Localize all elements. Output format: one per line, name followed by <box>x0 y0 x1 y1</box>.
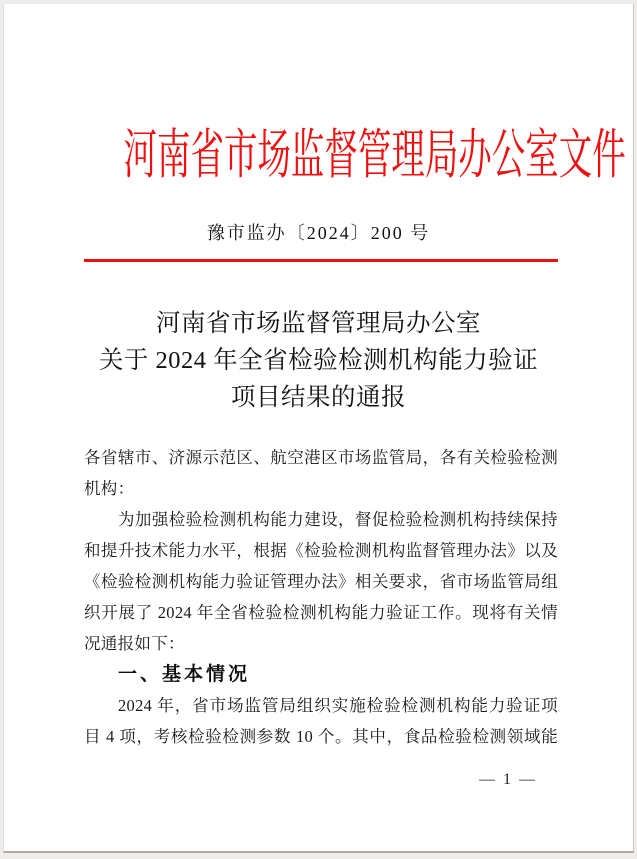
body-line: 目 4 项，考核检验检测参数 10 个。其中，食品检验检测领域能 <box>84 727 558 746</box>
body-line: 《检验检测机构能力验证管理办法》相关要求，省市场监管局组 <box>84 572 558 591</box>
body-line: 织开展了 2024 年全省检验检测机构能力验证工作。现将有关情 <box>84 603 558 622</box>
letterhead-title: 河南省市场监督管理局办公室文件 <box>123 125 626 185</box>
body-line: 和提升技术能力水平，根据《检验检测机构监督管理办法》以及 <box>84 541 558 560</box>
body-line: 为加强检验检测机构能力建设，督促检验检测机构持续保持 <box>118 510 558 529</box>
section-heading: 一、基本情况 <box>118 664 251 685</box>
page-number: — 1 — <box>479 771 537 788</box>
document-title-line: 河南省市场监督管理局办公室 <box>156 310 481 337</box>
salutation-line: 机构： <box>84 479 135 498</box>
document-body <box>84 442 558 752</box>
doc-number: 豫市监办〔2024〕200 号 <box>206 223 431 243</box>
document-title-line: 项目结果的通报 <box>231 384 406 411</box>
body-line: 2024 年，省市场监管局组织实施检验检测机构能力验证项 <box>118 696 558 715</box>
document-title <box>4 305 633 416</box>
salutation-line: 各省辖市、济源示范区、航空港区市场监管局，各有关检验检测 <box>84 448 558 467</box>
document-title-line: 关于 2024 年全省检验检测机构能力验证 <box>98 347 539 374</box>
red-divider-line <box>84 259 558 262</box>
body-line: 况通报如下： <box>84 634 185 653</box>
document-page <box>3 4 634 853</box>
